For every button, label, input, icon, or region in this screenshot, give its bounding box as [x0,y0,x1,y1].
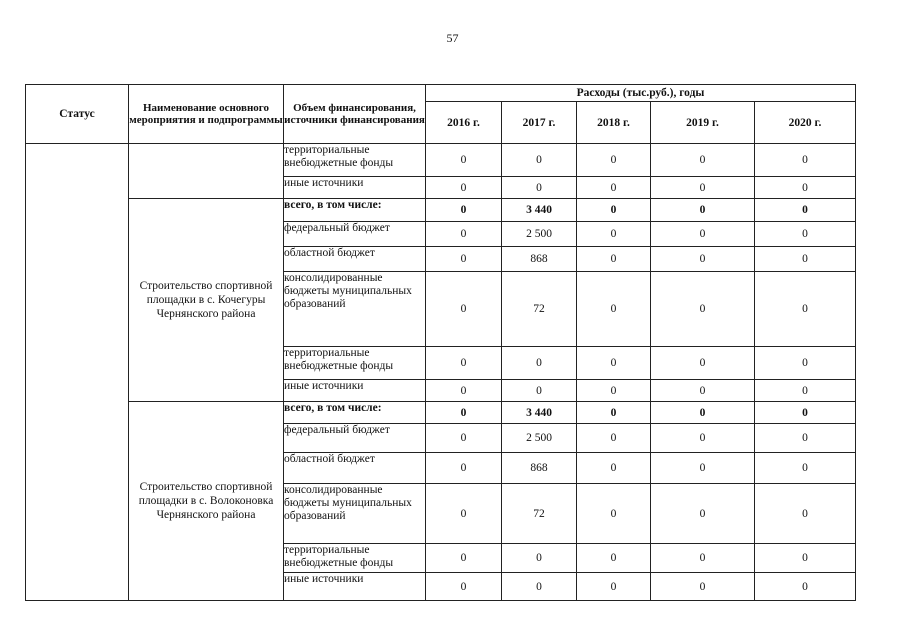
expense-value-cell: 0 [755,272,856,347]
expense-value-cell: 0 [577,247,651,272]
budget-table [25,84,856,601]
funding-source-cell: федеральный бюджет [284,222,426,247]
page-number: 57 [446,31,459,45]
expense-value-cell: 0 [577,402,651,424]
expense-value-cell: 0 [651,544,755,573]
expense-value-cell: 0 [426,247,502,272]
expense-value-cell: 2 500 [502,424,577,453]
header-year-2017: 2017 г. [502,102,577,144]
expense-value-cell: 0 [755,573,856,601]
expense-value-cell: 0 [502,177,577,199]
expense-value-cell: 0 [755,222,856,247]
expense-value-cell: 0 [577,424,651,453]
expense-value-cell: 0 [577,484,651,544]
header-status: Статус [26,85,129,144]
expense-value-cell: 0 [577,544,651,573]
expense-value-cell: 0 [426,402,502,424]
expense-value-cell: 0 [577,222,651,247]
expense-value-cell: 0 [755,144,856,177]
expense-value-cell: 0 [577,177,651,199]
funding-source-cell: всего, в том числе: [284,199,426,222]
funding-source-cell: территориальные внебюджетные фонды [284,544,426,573]
expense-value-cell: 0 [651,380,755,402]
funding-source-cell: консолидированные бюджеты муниципальных образований [284,272,426,347]
expense-value-cell: 0 [502,573,577,601]
expense-value-cell: 0 [426,222,502,247]
expense-value-cell: 0 [651,177,755,199]
table-row [26,199,856,222]
expense-value-cell: 0 [651,144,755,177]
expense-value-cell: 0 [651,453,755,484]
expense-value-cell: 0 [755,177,856,199]
measure-name-cell: Строительство спортивной площадки в с. Волоконовка Чернянского района [129,402,284,601]
expense-value-cell: 0 [755,347,856,380]
expense-value-cell: 868 [502,453,577,484]
expense-value-cell: 0 [426,484,502,544]
header-row-1 [26,85,856,102]
expense-value-cell: 0 [755,199,856,222]
expense-value-cell: 0 [502,380,577,402]
expense-value-cell: 0 [651,247,755,272]
expense-value-cell: 0 [426,544,502,573]
header-financing: Объем финансирования, источники финансирования [284,85,426,144]
expense-value-cell: 0 [577,380,651,402]
expense-value-cell: 0 [426,380,502,402]
expense-value-cell: 0 [577,144,651,177]
funding-source-cell: федеральный бюджет [284,424,426,453]
expense-value-cell: 0 [755,247,856,272]
expense-value-cell: 0 [502,544,577,573]
funding-source-cell: иные источники [284,380,426,402]
expense-value-cell: 868 [502,247,577,272]
expense-value-cell: 2 500 [502,222,577,247]
status-cell [26,144,129,601]
expense-value-cell: 3 440 [502,402,577,424]
header-year-2019: 2019 г. [651,102,755,144]
expense-value-cell: 0 [426,199,502,222]
expense-value-cell: 0 [651,402,755,424]
expense-value-cell: 0 [651,199,755,222]
measure-name-cell [129,144,284,199]
expense-value-cell: 0 [577,453,651,484]
expense-value-cell: 0 [577,573,651,601]
expense-value-cell: 0 [651,272,755,347]
header-expenses: Расходы (тыс.руб.), годы [426,85,856,102]
funding-source-cell: областной бюджет [284,453,426,484]
expense-value-cell: 0 [651,347,755,380]
header-year-2020: 2020 г. [755,102,856,144]
expense-value-cell: 0 [426,347,502,380]
expense-value-cell: 0 [426,453,502,484]
expense-value-cell: 0 [755,402,856,424]
funding-source-cell: иные источники [284,177,426,199]
expense-value-cell: 0 [755,380,856,402]
header-year-2016: 2016 г. [426,102,502,144]
expense-value-cell: 0 [426,177,502,199]
measure-name-cell: Строительство спортивной площадки в с. Кочегуры Чернянского района [129,199,284,402]
expense-value-cell: 0 [577,272,651,347]
expense-value-cell: 0 [651,484,755,544]
expense-value-cell: 0 [426,272,502,347]
expense-value-cell: 0 [577,347,651,380]
funding-source-cell: консолидированные бюджеты муниципальных образований [284,484,426,544]
expense-value-cell: 0 [755,424,856,453]
expense-value-cell: 0 [651,222,755,247]
table-body [26,144,856,601]
table-row [26,402,856,424]
expense-value-cell: 0 [651,424,755,453]
expense-value-cell: 0 [426,144,502,177]
header-name: Наименование основного мероприятия и подпрограммы [129,85,284,144]
expense-value-cell: 0 [755,453,856,484]
expense-value-cell: 0 [755,484,856,544]
expense-value-cell: 0 [755,544,856,573]
table-row [26,144,856,177]
funding-source-cell: территориальные внебюджетные фонды [284,347,426,380]
funding-source-cell: иные источники [284,573,426,601]
expense-value-cell: 0 [577,199,651,222]
expense-value-cell: 72 [502,272,577,347]
expense-value-cell: 0 [651,573,755,601]
expense-value-cell: 0 [426,573,502,601]
funding-source-cell: областной бюджет [284,247,426,272]
expense-value-cell: 0 [502,144,577,177]
expense-value-cell: 3 440 [502,199,577,222]
header-year-2018: 2018 г. [577,102,651,144]
funding-source-cell: территориальные внебюджетные фонды [284,144,426,177]
funding-source-cell: всего, в том числе: [284,402,426,424]
expense-value-cell: 0 [502,347,577,380]
expense-value-cell: 72 [502,484,577,544]
expense-value-cell: 0 [426,424,502,453]
